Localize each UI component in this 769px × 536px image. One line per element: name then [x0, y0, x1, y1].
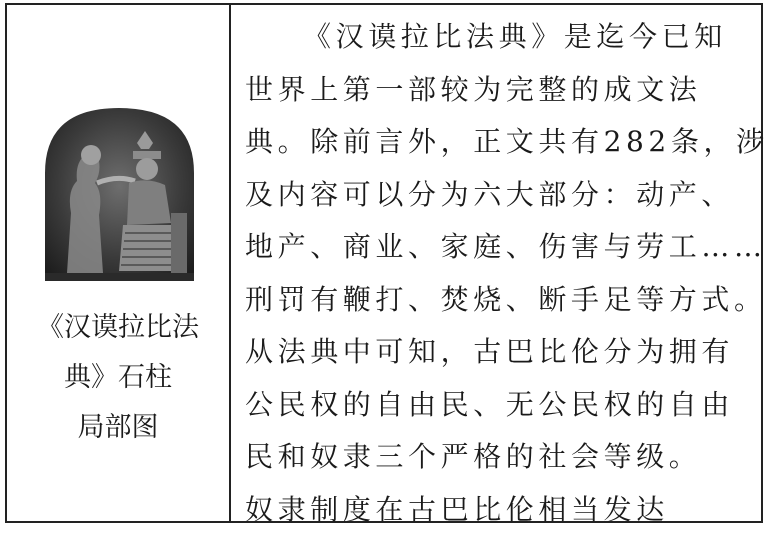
text-line: 从法典中可知，古巴比伦分为拥有 — [245, 326, 757, 379]
text-line: 典。除前言外，正文共有282条，涉 — [245, 116, 757, 169]
text-line: 世界上第一部较为完整的成文法 — [245, 64, 757, 117]
text-line: 奴隶制度在古巴比伦相当发达 — [245, 484, 757, 536]
caption-line: 局部图 — [7, 403, 229, 453]
text-column — [231, 5, 761, 521]
text-line: 民和奴隶三个严格的社会等级。 — [245, 431, 757, 484]
text-line: 地产、商业、家庭、伤害与劳工…… — [245, 221, 757, 274]
figure-caption — [7, 303, 229, 453]
caption-line: 《汉谟拉比法 — [7, 303, 229, 353]
body-paragraph — [245, 11, 757, 536]
text-line: 公民权的自由民、无公民权的自由 — [245, 379, 757, 432]
caption-line: 典》石柱 — [7, 353, 229, 403]
text-line: 及内容可以分为六大部分：动产、 — [245, 169, 757, 222]
stele-photo — [37, 103, 202, 281]
figure-column — [7, 5, 229, 521]
content-box — [5, 3, 763, 523]
text-line: 刑罚有鞭打、焚烧、断手足等方式。 — [245, 274, 757, 327]
text-line: 《汉谟拉比法典》是迄今已知 — [245, 11, 757, 64]
